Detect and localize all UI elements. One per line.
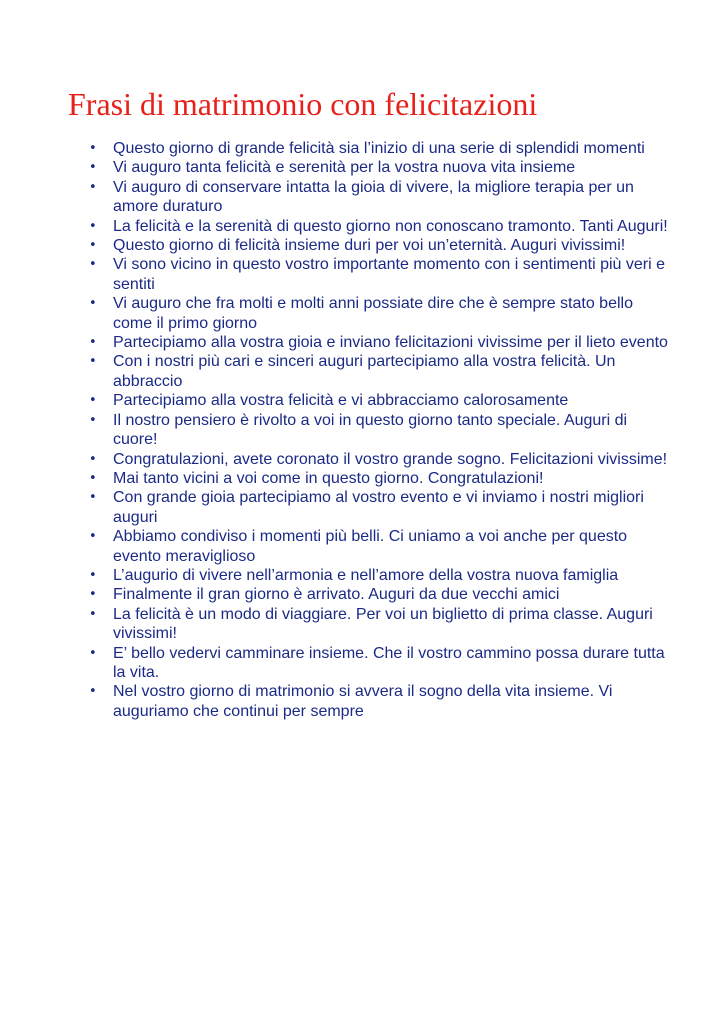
bullet-icon: • (89, 257, 97, 273)
list-item (89, 566, 669, 585)
list-item (89, 158, 669, 177)
list-item (89, 217, 669, 236)
phrase-text: Questo giorno di felicità insieme duri per voi un’eternità. Auguri vivissimi! (113, 237, 626, 255)
list-item (89, 585, 669, 604)
list-item (89, 294, 669, 333)
bullet-icon: • (89, 335, 97, 351)
list-item (89, 178, 669, 217)
phrase-text: Questo giorno di grande felicità sia l’inizio di una serie di splendidi momenti (113, 140, 645, 157)
bullet-icon: • (89, 645, 97, 661)
phrase-list (89, 139, 669, 721)
bullet-icon: • (89, 451, 97, 467)
phrase-text: Abbiamo condiviso i momenti più belli. Ci uniamo a voi anche per questo evento meraviglioso (113, 528, 628, 565)
phrase-text: Congratulazioni, avete coronato il vostro grande sogno. Felicitazioni vivissime! (113, 450, 668, 468)
bullet-icon: • (89, 567, 97, 583)
list-item (89, 333, 669, 352)
phrase-text: Mai tanto vicini a voi come in questo giorno. Congratulazioni! (113, 469, 544, 487)
bullet-icon: • (89, 393, 97, 409)
list-item (89, 469, 669, 488)
phrase-text: Nel vostro giorno di matrimonio si avvera il sogno della vita insieme. Vi auguriamo che continui per sempre (113, 683, 613, 720)
list-item (89, 682, 669, 721)
list-item (89, 527, 669, 566)
bullet-icon: • (89, 587, 97, 603)
phrase-text: Vi auguro tanta felicità e serenità per la vostra nuova vita insieme (113, 159, 576, 177)
list-item (89, 236, 669, 255)
bullet-icon: • (89, 529, 97, 545)
bullet-icon: • (89, 179, 97, 195)
bullet-icon: • (89, 470, 97, 486)
phrase-text: Con i nostri più cari e sinceri auguri partecipiamo alla vostra felicità. Un abbraccio (113, 353, 616, 390)
list-item (89, 352, 669, 391)
phrase-text: Vi auguro che fra molti e molti anni possiate dire che è sempre stato bello come il primo giorno (113, 295, 633, 332)
list-item (89, 139, 669, 158)
phrase-text: Partecipiamo alla vostra felicità e vi abbracciamo calorosamente (113, 392, 569, 410)
bullet-icon: • (89, 296, 97, 312)
phrase-text: Con grande gioia partecipiamo al vostro evento e vi inviamo i nostri migliori auguri (113, 489, 644, 526)
list-item (89, 391, 669, 410)
phrase-text: Finalmente il gran giorno è arrivato. Auguri da due vecchi amici (113, 586, 560, 604)
bullet-icon: • (89, 684, 97, 700)
list-item (89, 644, 669, 683)
list-item (89, 255, 669, 294)
bullet-icon: • (89, 490, 97, 506)
phrase-text: Vi sono vicino in questo vostro importante momento con i sentimenti più veri e sentiti (113, 256, 665, 293)
bullet-icon: • (89, 218, 97, 234)
page-title: Frasi di matrimonio con felicitazioni (68, 86, 538, 122)
list-item (89, 411, 669, 450)
phrase-text: E’ bello vedervi camminare insieme. Che il vostro cammino possa durare tutta la vita. (113, 644, 665, 681)
bullet-icon: • (89, 141, 97, 156)
phrase-text: La felicità e la serenità di questo giorno non conoscano tramonto. Tanti Auguri! (113, 217, 668, 235)
list-item (89, 450, 669, 469)
phrase-text: Il nostro pensiero è rivolto a voi in questo giorno tanto speciale. Auguri di cuore! (113, 411, 628, 449)
bullet-icon: • (89, 354, 97, 370)
bullet-icon: • (89, 412, 97, 428)
phrase-text: La felicità è un modo di viaggiare. Per voi un biglietto di prima classe. Auguri vivissimi! (113, 605, 653, 643)
phrase-text: Partecipiamo alla vostra gioia e inviano felicitazioni vivissime per il lieto evento (113, 334, 668, 352)
list-item (89, 605, 669, 644)
phrase-text: Vi auguro di conservare intatta la gioia di vivere, la migliore terapia per un amore duraturo (113, 178, 634, 216)
list-item (89, 488, 669, 527)
bullet-icon: • (89, 606, 97, 622)
bullet-icon: • (89, 238, 97, 254)
bullet-icon: • (89, 160, 97, 176)
phrase-text: L’augurio di vivere nell’armonia e nell’amore della vostra nuova famiglia (113, 566, 619, 584)
